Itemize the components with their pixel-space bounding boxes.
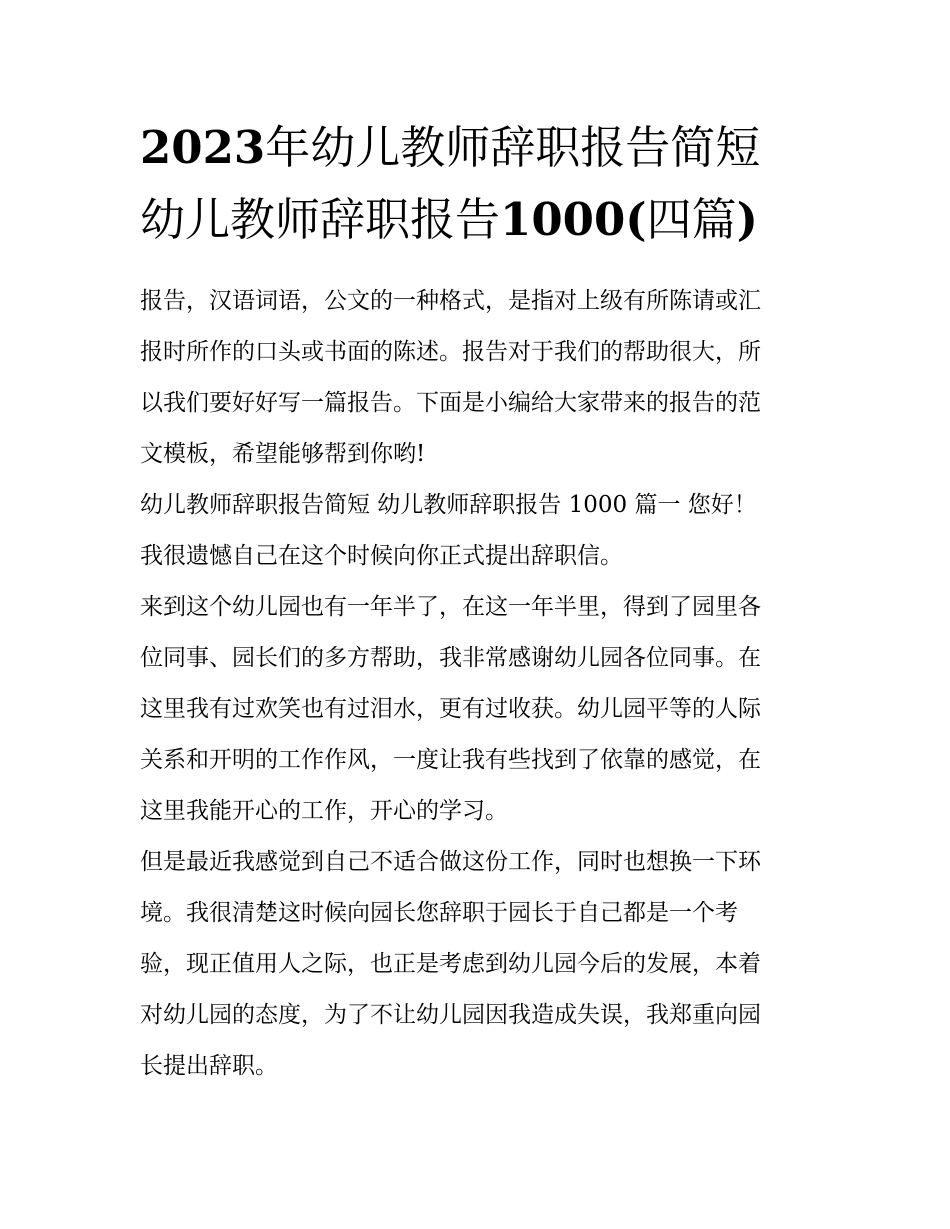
document-title [140, 112, 820, 256]
text-line: 对幼儿园的态度，为了不让幼儿园因我造成失误，我郑重向园 [140, 1002, 761, 1028]
text-line: 位同事、园长们的多方帮助，我非常感谢幼儿园各位同事。在 [140, 645, 761, 671]
text-line: 长提出辞职。 [140, 1053, 278, 1079]
title-line-2-tail: 四篇 [646, 193, 737, 246]
title-line-1 [140, 112, 820, 184]
text-line: 以我们要好好写一篇报告。下面是小编给大家带来的报告的范 [140, 390, 761, 416]
paragraph-intro [140, 276, 812, 480]
text-line: 文模板，希望能够帮到你哟! [140, 441, 426, 467]
paragraph-reason [140, 837, 812, 1092]
text-line: 来到这个幼儿园也有一年半了，在这一年半里，得到了园里各 [140, 594, 761, 620]
text-line: 但是最近我感觉到自己不适合做这份工作，同时也想换一下环 [140, 849, 761, 875]
text-line: 报时所作的口头或书面的陈述。报告对于我们的帮助很大，所 [140, 339, 761, 365]
title-count: 1000( [500, 193, 647, 246]
paragraph-heading [140, 480, 812, 531]
text-line: 这里我有过欢笑也有过泪水，更有过收获。幼儿园平等的人际 [140, 696, 761, 722]
text-line: 幼儿教师辞职报告简短 幼儿教师辞职报告 1000 篇一 您好！ [140, 492, 757, 518]
text-line: 我很遗憾自己在这个时候向你正式提出辞职信。 [140, 543, 623, 569]
title-year: 2023 [140, 121, 266, 174]
title-close-paren: ) [736, 193, 758, 246]
text-line: 关系和开明的工作作风，一度让我有些找到了依靠的感觉，在 [140, 747, 761, 773]
text-line: 验，现正值用人之际，也正是考虑到幼儿园今后的发展，本着 [140, 951, 761, 977]
title-line-2 [140, 184, 820, 256]
text-line: 这里我能开心的工作，开心的学习。 [140, 798, 508, 824]
title-line-2-text: 幼儿教师辞职报告 [140, 193, 501, 246]
text-line: 境。我很清楚这时候向园长您辞职于园长于自己都是一个考 [140, 900, 738, 926]
paragraph-experience [140, 582, 812, 837]
paragraph-regret [140, 531, 812, 582]
text-line: 报告，汉语词语，公文的一种格式，是指对上级有所陈请或汇 [140, 288, 761, 314]
title-line-1-text: 年幼儿教师辞职报告简短 [265, 121, 761, 174]
document-body [140, 276, 812, 1092]
